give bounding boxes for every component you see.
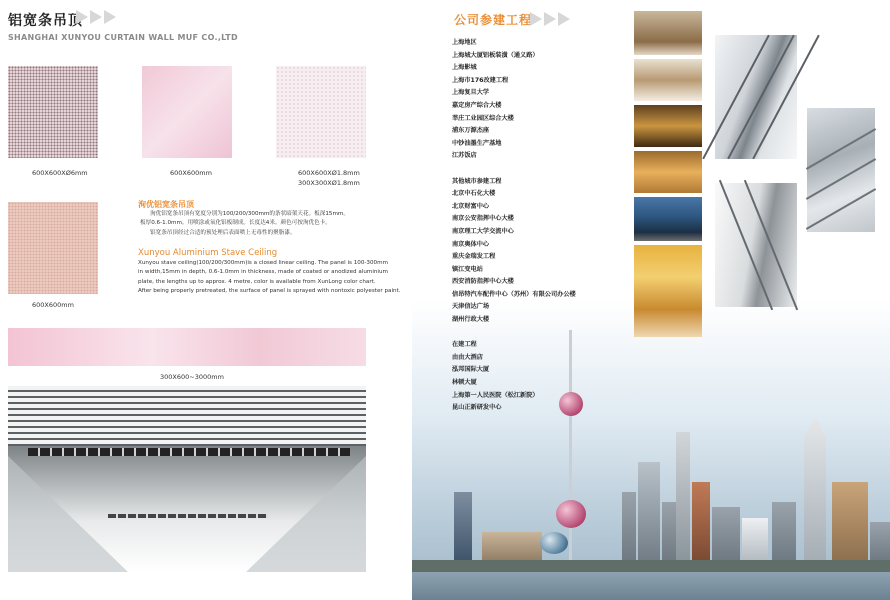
- project-item: 重庆金瑞发工程: [452, 253, 496, 261]
- project-item: 嘉定房产综合大楼: [452, 101, 502, 109]
- arrow-icon: [76, 10, 88, 24]
- project-item: 上海城大厦铝板装潢（通义路）: [452, 51, 539, 59]
- project-item: 中钞油墨生产基地: [452, 139, 502, 147]
- title-arrows-decoration: [76, 10, 116, 24]
- description-line: in width,15mm in depth, 0.6-1.0mm in thickness, made of coated or anodized aluminium: [138, 269, 388, 276]
- arrow-icon: [544, 12, 556, 26]
- project-thumbnail: [634, 11, 702, 55]
- project-item: 泓邦国际大厦: [452, 366, 490, 374]
- description-heading-en: Xunyou Aluminium Stave Ceiling: [138, 248, 278, 258]
- project-item: 上海影城: [452, 64, 477, 72]
- description-line: plate, the lengths up to approx. 4 metre, color is available from XunLong color chart.: [138, 278, 376, 285]
- sample-caption: [298, 168, 360, 188]
- project-item: 南京奥体中心: [452, 240, 490, 248]
- description-line: 铝宽条吊顶经过合适的预处理后表面喷上无毒性的聚脂漆。: [150, 229, 296, 236]
- description-body-en: [138, 259, 410, 296]
- project-item: 天津信达广场: [452, 303, 490, 311]
- project-thumbnail: [634, 245, 702, 337]
- arrow-icon: [558, 12, 570, 26]
- project-item: 江苏饭店: [452, 152, 477, 160]
- project-item: 南京公安指挥中心大楼: [452, 215, 514, 223]
- sample-perforated-salmon: [8, 202, 98, 294]
- sample-long-stave: [8, 328, 366, 366]
- project-group-heading: 在建工程: [452, 341, 477, 349]
- sample-caption-line: 600X600XØ1.8mm: [298, 169, 360, 177]
- sample-caption: 600X600mm: [32, 301, 74, 309]
- project-item: 西安消防指挥中心大楼: [452, 278, 514, 286]
- project-item: 浦东万源杰座: [452, 127, 490, 135]
- sample-caption: 600X600mm: [170, 169, 212, 177]
- ceiling-photo: [8, 386, 366, 572]
- description-line: After being properly pretreated, the surface of panel is sprayed with nontoxic polyester paint.: [138, 287, 401, 294]
- project-item: 上海复旦大学: [452, 89, 490, 97]
- description-heading-cn: 洵优铝宽条吊顶: [138, 200, 194, 209]
- page-title-cn: 铝宽条吊顶: [8, 13, 83, 29]
- arrow-icon: [104, 10, 116, 24]
- project-group-heading: 上海地区: [452, 39, 477, 46]
- project-thumbnail: [634, 59, 702, 101]
- description-line: 板厚0.6-1.0mm。用喷涂或氧化铝板制成。长度达4米。颜色可按洵优色卡。: [140, 220, 331, 227]
- project-group-heading: 其他城市参建工程: [452, 177, 502, 185]
- project-item: 由由大酒店: [452, 353, 483, 361]
- company-name-en: SHANGHAI XUNYOU CURTAIN WALL MUF CO.,LTD: [8, 33, 238, 42]
- sample-plain-pink: [142, 66, 232, 158]
- sample-caption-line: 300X300XØ1.8mm: [298, 179, 360, 187]
- project-thumbnail: [634, 105, 702, 147]
- project-item: 湖州行政大楼: [452, 316, 490, 324]
- arrow-icon: [90, 10, 102, 24]
- project-item: 莘庄工业园区综合大楼: [452, 114, 514, 122]
- project-item: 昆山正新研发中心: [452, 404, 502, 412]
- projects-title: 公司参建工程: [454, 13, 533, 27]
- project-item: 林顿大厦: [452, 379, 477, 387]
- left-page: [0, 0, 412, 600]
- sample-caption: 600X600XØ6mm: [32, 169, 88, 177]
- sample-caption: 300X600~3000mm: [160, 373, 224, 381]
- curtain-wall-photo: [715, 35, 797, 159]
- project-thumbnail: [634, 197, 702, 241]
- project-item: 上海市176改建工程: [452, 76, 509, 84]
- project-item: 南京理工大学交流中心: [452, 227, 514, 235]
- title-arrows-decoration: [530, 12, 570, 26]
- project-item: 北京财富中心: [452, 202, 490, 210]
- project-thumbnail: [634, 151, 702, 193]
- project-list: [452, 37, 642, 415]
- project-item: 信昂特汽车配件中心（苏州）有限公司办公楼: [452, 290, 576, 298]
- right-page: [412, 0, 890, 600]
- project-item: 上海第一人民医院（松江新院）: [452, 391, 539, 399]
- description-line: Xunyou stave ceiling(100/200/300mm)is a closed linear ceiling. The panel is 100-300mm: [138, 260, 388, 266]
- curtain-wall-photo: [715, 183, 797, 307]
- arrow-icon: [530, 12, 542, 26]
- project-item: 镇江变电站: [452, 265, 483, 273]
- atrium-photo: [807, 108, 875, 232]
- project-item: 北京中石化大楼: [452, 190, 496, 198]
- sample-perforated-micro: [276, 66, 366, 158]
- description-line: 洵优铝宽条吊顶有宽度分别为100/200/300mm的条状暗架天花。板深15mm。: [150, 211, 349, 217]
- description-body-cn: [138, 210, 408, 238]
- sample-perforated-fine: [8, 66, 98, 158]
